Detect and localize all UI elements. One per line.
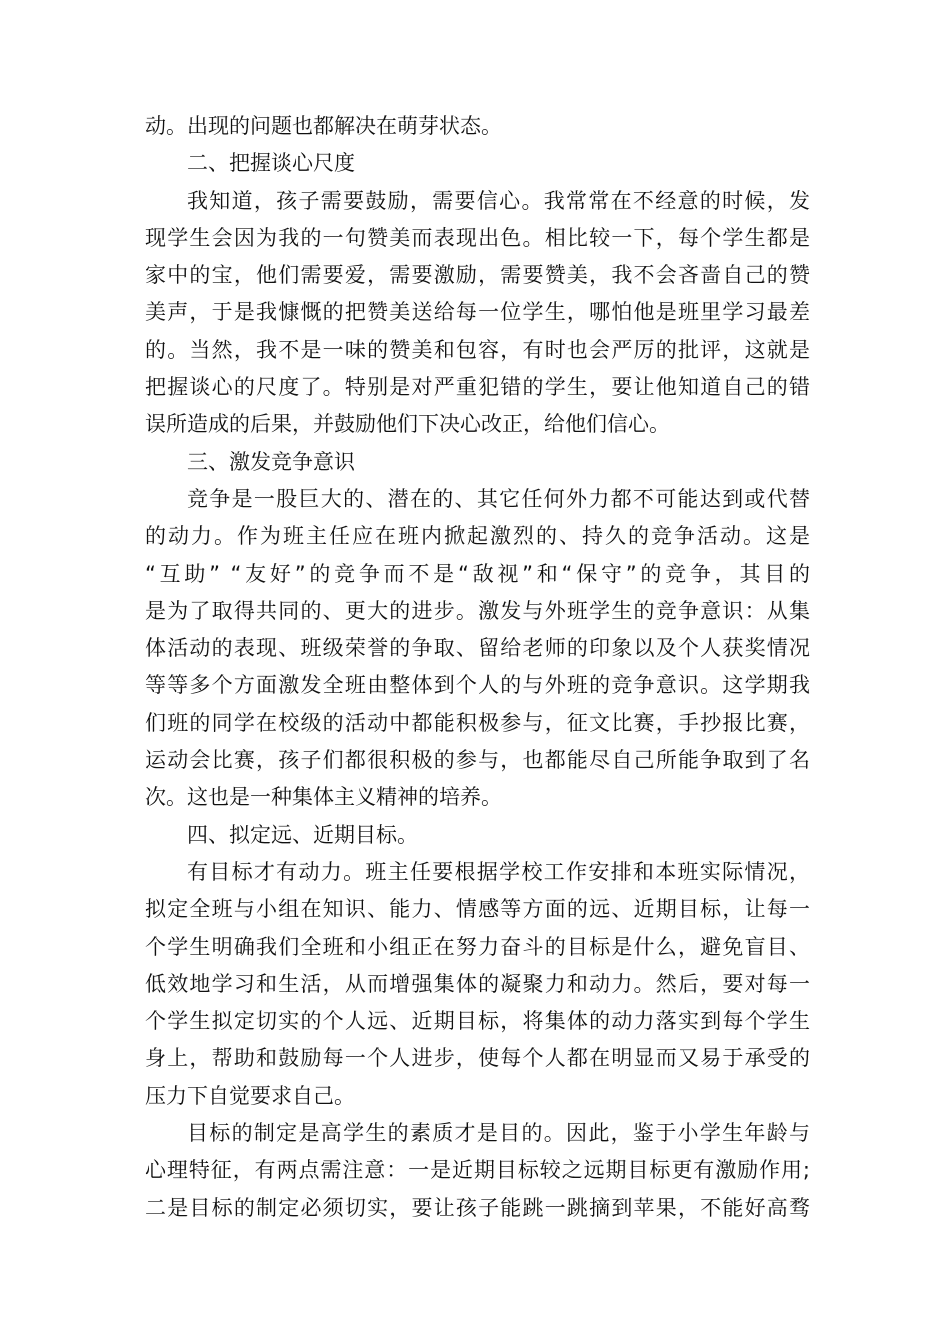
paragraph-line: 的动力。作为班主任应在班内掀起激烈的、持久的竞争活动。这是 (145, 524, 810, 549)
paragraph-line: 动。出现的问题也都解决在萌芽状态。 (145, 114, 502, 138)
paragraph-line: 个学生明确我们全班和小组正在努力奋斗的目标是什么，避免盲目、 (145, 934, 810, 959)
section-heading: 四、拟定远、近期目标。 (187, 822, 418, 847)
paragraph-line: 拟定全班与小组在知识、能力、情感等方面的远、近期目标，让每一 (145, 897, 810, 922)
paragraph-line: 次。这也是一种集体主义精神的培养。 (145, 785, 502, 810)
paragraph-line: 低效地学习和生活，从而增强集体的凝聚力和动力。然后，要对每一 (145, 971, 810, 996)
paragraph-line: 运动会比赛，孩子们都很积极的参与，也都能尽自己所能争取到了名 (145, 748, 810, 773)
paragraph-line: 身上，帮助和鼓励每一个人进步，使每个人都在明显而又易于承受的 (145, 1046, 810, 1071)
paragraph-line: 家中的宝，他们需要爱，需要激励，需要赞美，我不会吝啬自己的赞 (145, 263, 810, 288)
paragraph-line: “互助” “友好”的竞争而不是“敌视”和“保守”的竞争，其目的 (145, 561, 810, 586)
paragraph-line: 们班的同学在校级的活动中都能积极参与，征文比赛，手抄报比赛， (145, 710, 810, 735)
section-heading: 二、把握谈心尺度 (187, 151, 355, 176)
paragraph-line: 目标的制定是高学生的素质才是目的。因此，鉴于小学生年龄与 (187, 1121, 810, 1146)
section-heading: 三、激发竞争意识 (187, 449, 355, 474)
paragraph-line: 个学生拟定切实的个人远、近期目标，将集体的动力落实到每个学生 (145, 1009, 810, 1034)
paragraph-line: 是为了取得共同的、更大的进步。激发与外班学生的竞争意识：从集 (145, 598, 810, 623)
paragraph-line: 误所造成的后果，并鼓励他们下决心改正，给他们信心。 (145, 412, 670, 437)
paragraph-line: 有目标才有动力。班主任要根据学校工作安排和本班实际情况， (187, 859, 810, 884)
paragraph-line: 等等多个方面激发全班由整体到个人的与外班的竞争意识。这学期我 (145, 673, 810, 698)
paragraph-line: 体活动的表现、班级荣誉的争取、留给老师的印象以及个人获奖情况 (145, 636, 810, 661)
paragraph-line: 美声，于是我慷慨的把赞美送给每一位学生，哪怕他是班里学习最差 (145, 300, 810, 325)
paragraph-line: 心理特征，有两点需注意：一是近期目标较之远期目标更有激励作用; (145, 1158, 810, 1183)
paragraph-line: 我知道，孩子需要鼓励，需要信心。我常常在不经意的时候，发 (187, 188, 810, 213)
paragraph-line: 竞争是一股巨大的、潜在的、其它任何外力都不可能达到或代替 (187, 486, 810, 511)
paragraph-line: 压力下自觉要求自己。 (145, 1083, 355, 1108)
paragraph-line: 现学生会因为我的一句赞美而表现出色。相比较一下，每个学生都是 (145, 225, 810, 250)
document-body (145, 108, 810, 1227)
paragraph-line: 的。当然，我不是一味的赞美和包容，有时也会严厉的批评，这就是 (145, 337, 810, 362)
paragraph-line: 二是目标的制定必须切实，要让孩子能跳一跳摘到苹果，不能好高骛 (145, 1195, 810, 1220)
paragraph-line: 把握谈心的尺度了。特别是对严重犯错的学生，要让他知道自己的错 (145, 375, 810, 400)
